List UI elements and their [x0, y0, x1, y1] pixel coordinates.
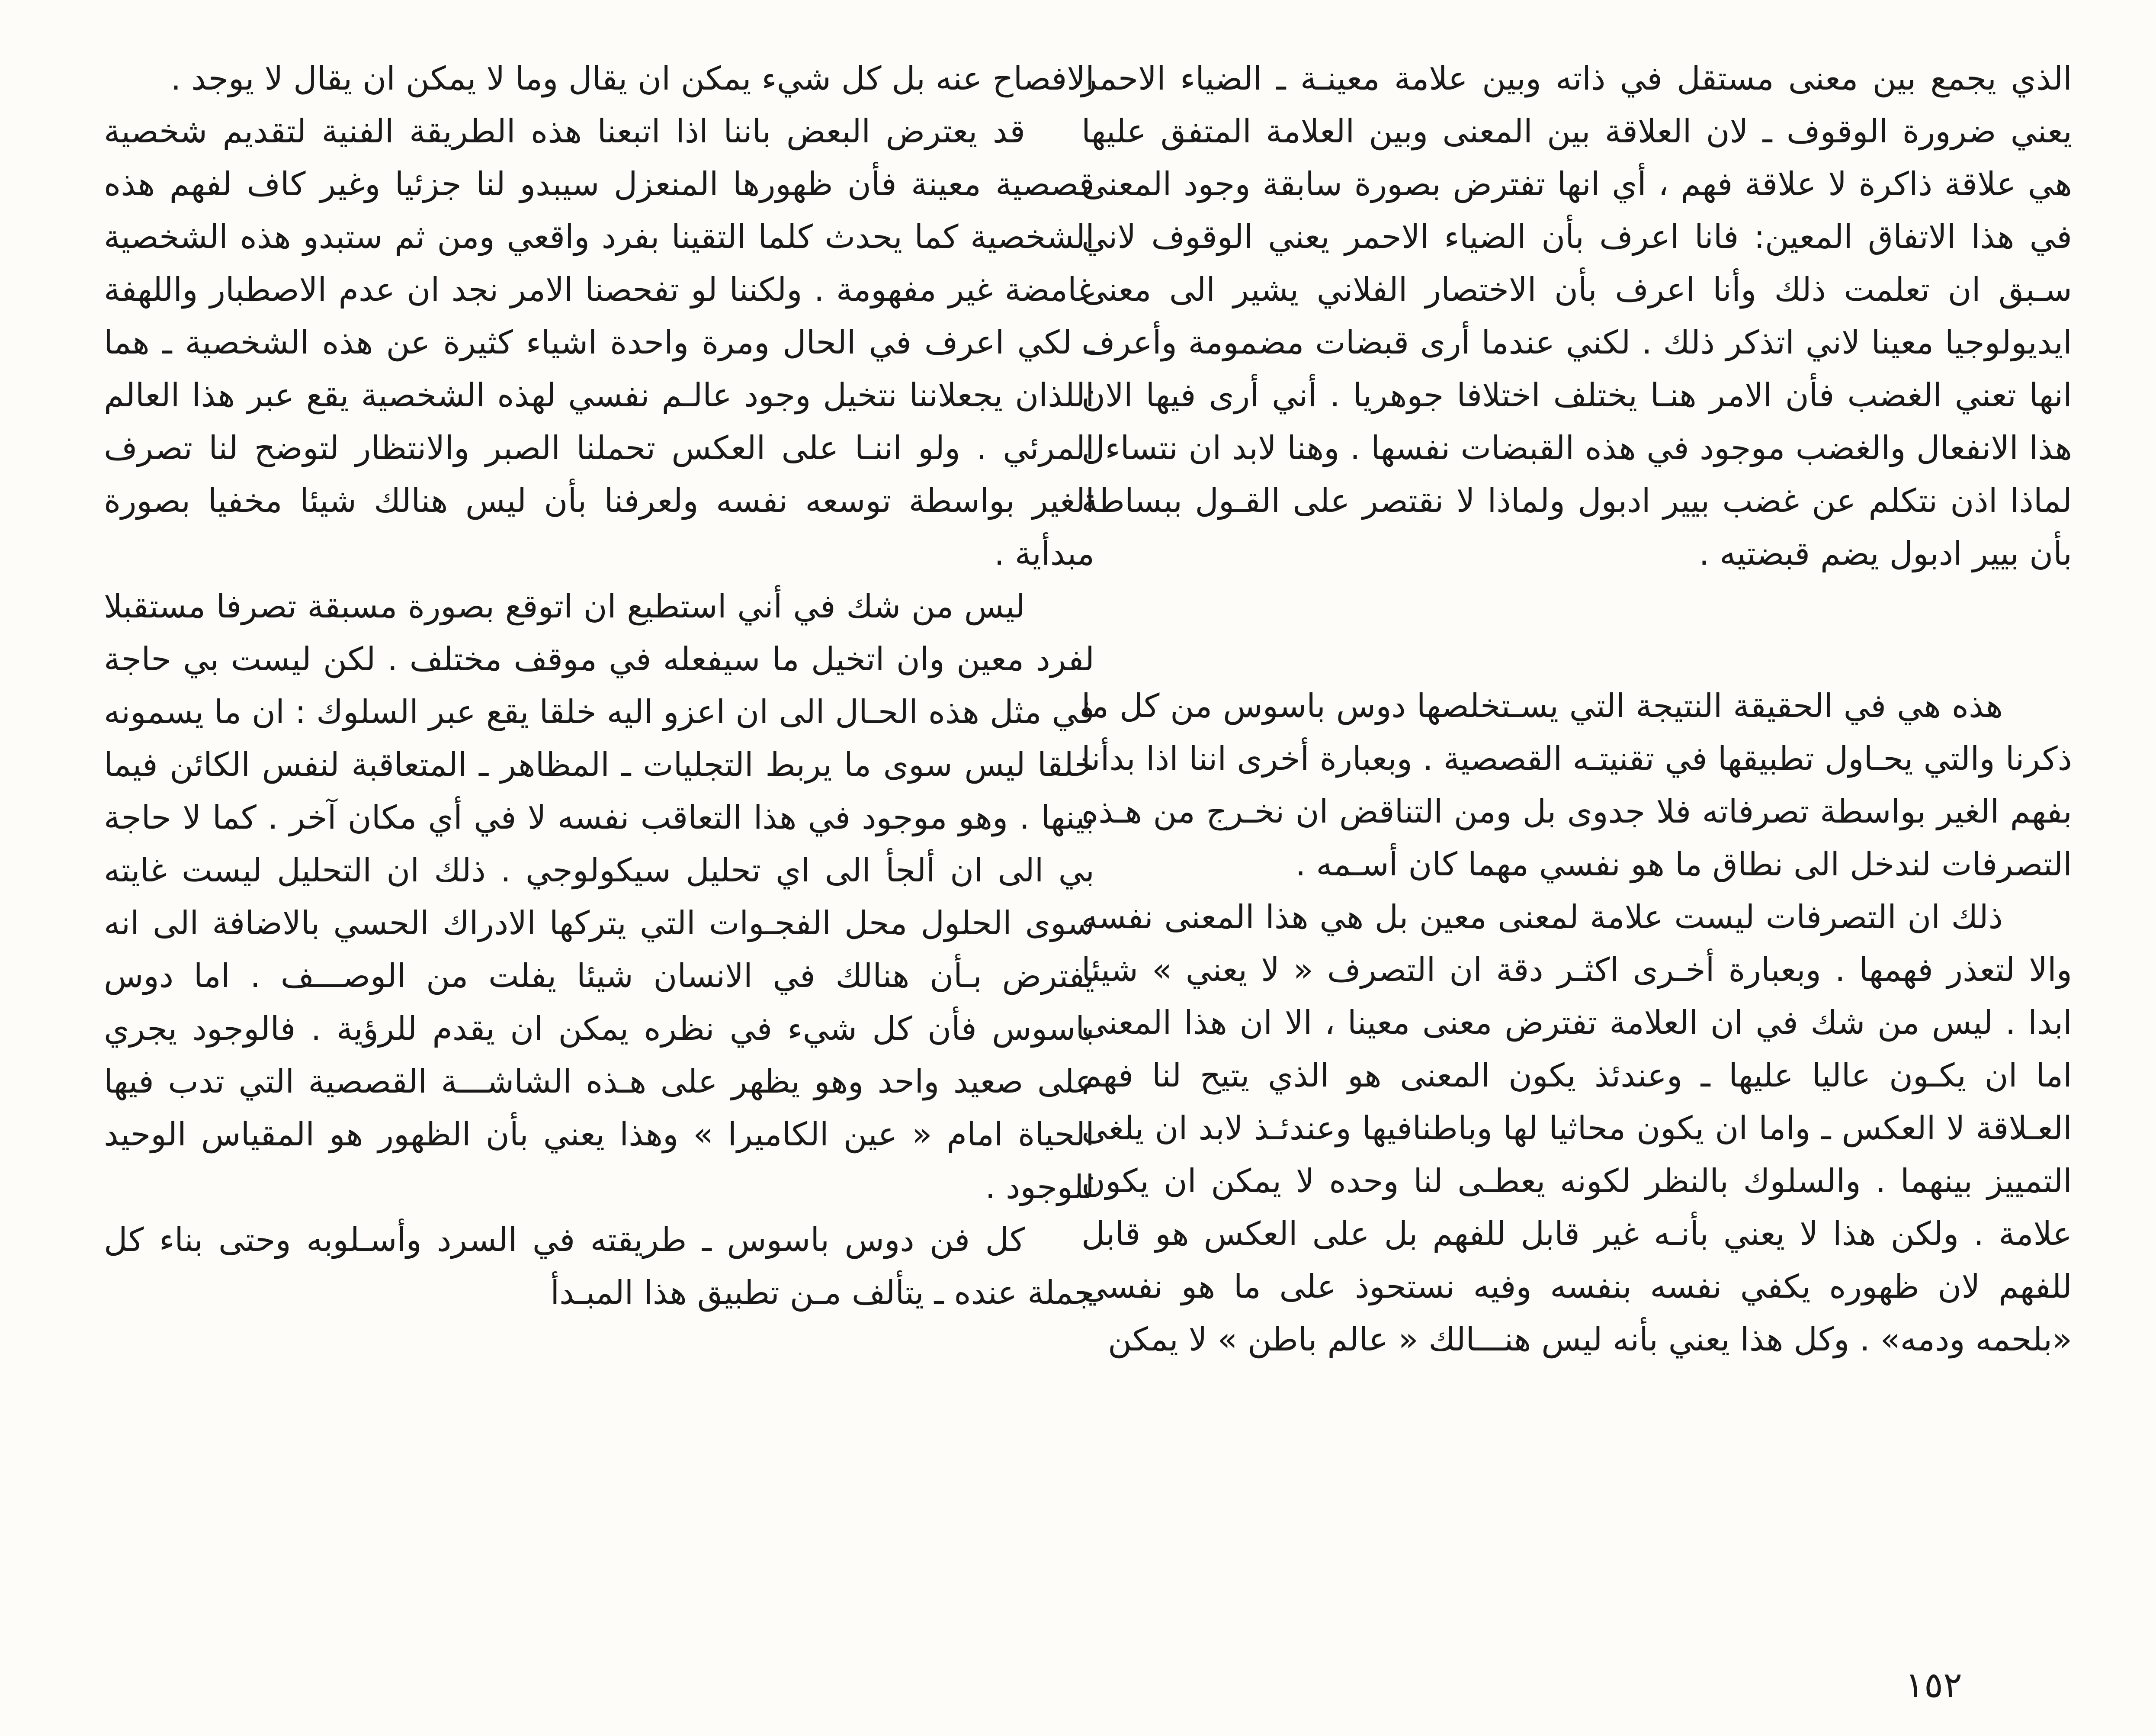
right-column: [1081, 52, 2072, 1366]
left-column: [104, 52, 1094, 1319]
left-paragraph-3: ليس من شك في أني استطيع ان اتوقع بصورة مسبقة تصرفا مستقبلا لفرد معين وان اتخيل ما سيفعله في موقف مختلف . لكن ليست بي حاجة في مثل هذه الحـال الى ان اعزو اليه خلقا يقع عبر السلوك : ان ما يسمونه خلقا ليس سوى ما يربط التجليات ـ المظاهر ـ المتعاقبة لنفس الكائن فيما بينها . وهو موجود في هذا التعاقب نفسه لا في أي مكان آخر . كما لا حاجة بي الى ان ألجأ الى اي تحليل سيكولوجي . ذلك ان التحليل ليست غايته سوى الحلول محل الفجـوات التي يتركها الادراك الحسي بالاضافة الى انه يفترض بـأن هنالك في الانسان شيئا يفلت من الوصـــف . اما دوس باسوس فأن كل شيء في نظره يمكن ان يقدم للرؤية . فالوجود يجري على صعيد واحد وهو يظهر على هـذه الشاشـــة القصصية التي تدب فيها الحياة امام « عين الكاميرا » وهذا يعني بأن الظهور هو المقياس الوحيد للوجود .: [104, 587, 1094, 1206]
left-paragraph-1: الافصاح عنه بل كل شيء يمكن ان يقال وما لا يمكن ان يقال لا يوجد .: [170, 59, 1094, 97]
left-paragraph-4: كل فن دوس باسوس ـ طريقته في السرد وأسـلوبه وحتى بناء كل جملة عنده ـ يتألف مـن تطبيق هذا المبـدأ: [104, 1221, 1094, 1312]
right-paragraph-3: ذلك ان التصرفات ليست علامة لمعنى معين بل هي هذا المعنى نفسه والا لتعذر فهمها . وبعبارة أخـرى اكثـر دقة ان التصرف « لا يعني » شيئا ابدا . ليس من شك في ان العلامة تفترض معنى معينا ، الا ان هذا المعنى اما ان يكـون عاليا عليها ـ وعندئذ يكون المعنى هو الذي يتيح لنا فهم العـلاقة لا العكس ـ واما ان يكون محاثيا لها وباطنافيها وعندئـذ لابد ان يلغى التمييز بينهما . والسلوك بالنظر لكونه يعطـى لنا وحده لا يمكن ان يكون علامة . ولكن هذا لا يعني بأنـه غير قابل للفهم بل على العكس هو قابل للفهم لان ظهوره يكفي نفسه بنفسه وفيه نستحوذ على ما هو نفسي «بلحمه ودمه» . وكل هذا يعني بأنه ليس هنـــالك « عالم باطن » لا يمكن: [1081, 898, 2072, 1358]
right-paragraph-2: هذه هي في الحقيقة النتيجة التي يسـتخلصها دوس باسوس من كل ما ذكرنا والتي يحـاول تطبيقها في تقنيتـه القصصية . وبعبارة أخرى اننا اذا بدأنا بفهم الغير بواسطة تصرفاته فلا جدوى بل ومن التناقض ان نخـرج من هـذه التصرفات لندخل الى نطاق ما هو نفسي مهما كان أسـمه .: [1081, 687, 2072, 883]
page-number: ١٥٢: [1905, 1665, 1963, 1706]
right-paragraph-1: الذي يجمع بين معنى مستقل في ذاته وبين علامة معينـة ـ الضياء الاحمر يعني ضرورة الوقوف ـ لان العلاقة بين المعنى وبين العلامة المتفق عليها هي علاقة ذاكرة لا علاقة فهم ، أي انها تفترض بصورة سابقة وجود المعنى في هذا الاتفاق المعين: فانا اعرف بأن الضياء الاحمر يعني الوقوف لاني سـبق ان تعلمت ذلك وأنا اعرف بأن الاختصار الفلاني يشير الى معنى ايديولوجيا معينا لاني اتذكر ذلك . لكني عندما أرى قبضات مضمومة وأعرف انها تعني الغضب فأن الامر هنـا يختلف اختلافا جوهريا . أني أرى فيها الان هذا الانفعال والغضب موجود في هذه القبضات نفسها . وهنا لابد ان نتساءل لماذا اذن نتكلم عن غضب بيير ادبول ولماذا لا نقتصر على القـول ببساطة بأن بيير ادبول يضم قبضتيه .: [1081, 59, 2072, 572]
left-paragraph-2: قد يعترض البعض باننا اذا اتبعنا هذه الطريقة الفنية لتقديم شخصية قصصية معينة فأن ظهورها المنعزل سيبدو لنا جزئيا وغير كاف لفهم هذه الشخصية كما يحدث كلما التقينا بفرد واقعي ومن ثم ستبدو هذه الشخصية غامضة غير مفهومة . ولكننا لو تفحصنا الامر نجد ان عدم الاصطبار واللهفة ـ لكي اعرف في الحال ومرة واحدة اشياء كثيرة عن هذه الشخصية ـ هما اللذان يجعلاننا نتخيل وجود عالـم نفسي لهذه الشخصية يقع عبر هذا العالم المرئي . ولو اننـا على العكس تحملنا الصبر والانتظار لتوضح لنا تصرف الغير بواسطة توسعه نفسه ولعرفنا بأن ليس هنالك شيئا مخفيا بصورة مبدأية .: [104, 112, 1094, 572]
